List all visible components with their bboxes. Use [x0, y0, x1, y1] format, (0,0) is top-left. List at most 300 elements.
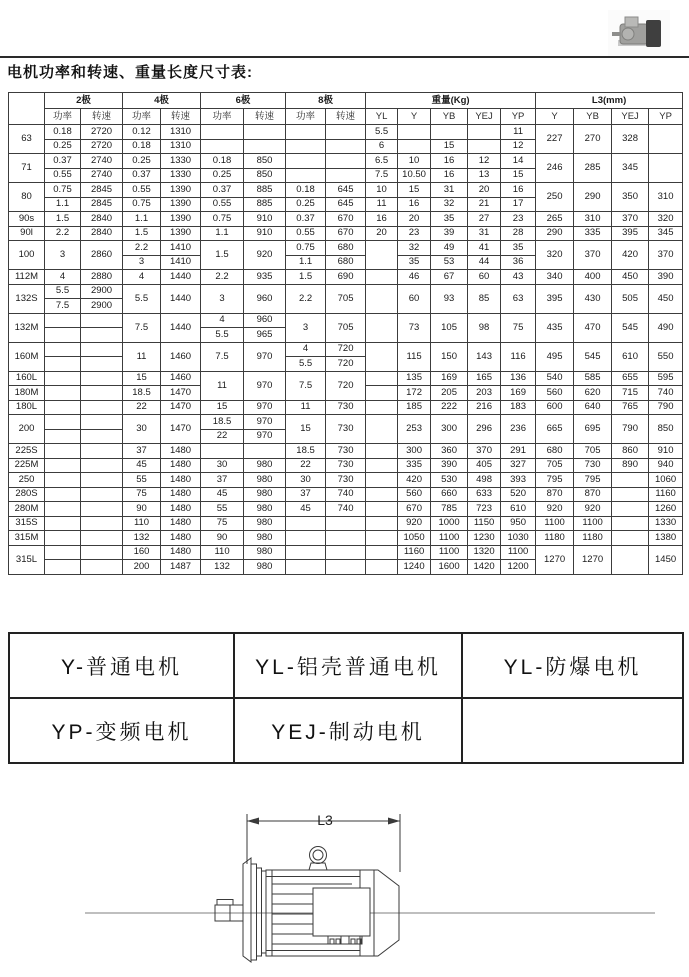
value-cell: 0.37: [201, 183, 244, 198]
terminal-box: [313, 888, 370, 936]
value-cell: [612, 516, 649, 531]
value-cell: 15: [286, 415, 326, 444]
value-cell: 1380: [649, 531, 683, 546]
value-cell: 1.1: [286, 255, 326, 270]
value-cell: 360: [431, 444, 468, 459]
value-cell: [81, 342, 123, 357]
value-cell: 35: [398, 255, 431, 270]
value-cell: 85: [468, 284, 501, 313]
value-cell: [286, 545, 326, 560]
table-row: [9, 473, 683, 488]
value-cell: 2840: [81, 212, 123, 227]
legend-cell: YL-铝壳普通电机: [234, 633, 462, 698]
value-cell: 11: [201, 371, 244, 400]
value-cell: 550: [649, 342, 683, 371]
value-cell: 645: [326, 197, 366, 212]
value-cell: 1390: [161, 197, 201, 212]
value-cell: 16: [501, 183, 536, 198]
value-cell: 36: [501, 255, 536, 270]
value-cell: 17: [501, 197, 536, 212]
legend-row: [9, 633, 683, 698]
value-cell: 885: [244, 183, 286, 198]
value-cell: [45, 400, 81, 415]
value-cell: 0.18: [201, 154, 244, 169]
value-cell: 545: [574, 342, 612, 371]
value-cell: 765: [612, 400, 649, 415]
value-cell: [286, 516, 326, 531]
value-cell: 37: [286, 487, 326, 502]
value-cell: 335: [574, 226, 612, 241]
value-cell: 910: [244, 226, 286, 241]
value-cell: 1.5: [286, 270, 326, 285]
value-cell: 795: [536, 473, 574, 488]
value-cell: 935: [244, 270, 286, 285]
value-cell: [81, 458, 123, 473]
value-cell: 132: [201, 560, 244, 575]
value-cell: 790: [649, 400, 683, 415]
legend-cell: YP-变频电机: [9, 698, 234, 763]
table-row: [9, 516, 683, 531]
value-cell: 320: [649, 212, 683, 227]
value-cell: [201, 139, 244, 154]
value-cell: 1320: [468, 545, 501, 560]
value-cell: 1050: [398, 531, 431, 546]
value-cell: [326, 516, 366, 531]
column-group-header: 2极: [45, 93, 123, 109]
value-cell: 1480: [161, 487, 201, 502]
value-cell: 4: [123, 270, 161, 285]
value-cell: [326, 545, 366, 560]
spec-table-body: [9, 125, 683, 575]
corner-cell: [9, 93, 45, 125]
value-cell: 93: [431, 284, 468, 313]
value-cell: 1470: [161, 400, 201, 415]
value-cell: 1270: [574, 545, 612, 574]
table-row: [9, 400, 683, 415]
value-cell: 222: [431, 400, 468, 415]
value-cell: 300: [398, 444, 431, 459]
value-cell: 1600: [431, 560, 468, 575]
value-cell: 885: [244, 197, 286, 212]
value-cell: 730: [326, 458, 366, 473]
value-cell: 495: [536, 342, 574, 371]
value-cell: 11: [123, 342, 161, 371]
value-cell: 1.5: [201, 241, 244, 270]
value-cell: [649, 125, 683, 154]
legend-cell: [462, 698, 683, 763]
value-cell: 0.12: [123, 125, 161, 140]
table-row: [9, 371, 683, 386]
value-cell: [326, 560, 366, 575]
value-cell: 1330: [161, 168, 201, 183]
legend-cell: Y-普通电机: [9, 633, 234, 698]
frame-size-cell: 90s: [9, 212, 45, 227]
value-cell: 740: [326, 487, 366, 502]
value-cell: [81, 429, 123, 444]
value-cell: 3: [45, 241, 81, 270]
value-cell: 1480: [161, 473, 201, 488]
value-cell: 22: [286, 458, 326, 473]
value-cell: 910: [244, 212, 286, 227]
value-cell: 1330: [649, 516, 683, 531]
value-cell: 1270: [536, 545, 574, 574]
value-cell: 16: [431, 168, 468, 183]
value-cell: 2.2: [123, 241, 161, 256]
value-cell: [244, 139, 286, 154]
value-cell: 290: [574, 183, 612, 212]
table-row: [9, 284, 683, 299]
value-cell: 980: [244, 487, 286, 502]
value-cell: 41: [468, 241, 501, 256]
value-cell: 470: [574, 313, 612, 342]
value-cell: 1180: [574, 531, 612, 546]
value-cell: [326, 168, 366, 183]
value-cell: 160: [123, 545, 161, 560]
value-cell: 390: [431, 458, 468, 473]
value-cell: 890: [612, 458, 649, 473]
value-cell: 20: [398, 212, 431, 227]
value-cell: 0.55: [201, 197, 244, 212]
value-cell: 585: [574, 371, 612, 386]
value-cell: [201, 444, 244, 459]
value-cell: 723: [468, 502, 501, 517]
value-cell: 136: [501, 371, 536, 386]
value-cell: 150: [431, 342, 468, 371]
value-cell: 300: [431, 415, 468, 444]
value-cell: 15: [398, 183, 431, 198]
value-cell: [366, 502, 398, 517]
value-cell: 1100: [431, 545, 468, 560]
value-cell: 10.50: [398, 168, 431, 183]
frame-size-cell: 180M: [9, 386, 45, 401]
value-cell: 185: [398, 400, 431, 415]
value-cell: 45: [123, 458, 161, 473]
value-cell: 498: [468, 473, 501, 488]
value-cell: 1480: [161, 545, 201, 560]
value-cell: 395: [612, 226, 649, 241]
value-cell: 5.5: [201, 328, 244, 343]
table-row: [9, 270, 683, 285]
value-cell: 6: [366, 139, 398, 154]
value-cell: 172: [398, 386, 431, 401]
value-cell: 270: [574, 125, 612, 154]
value-cell: 11: [501, 125, 536, 140]
value-cell: [612, 487, 649, 502]
value-cell: 216: [468, 400, 501, 415]
value-cell: [45, 502, 81, 517]
value-cell: 970: [244, 415, 286, 430]
value-cell: 610: [501, 502, 536, 517]
value-cell: 1420: [468, 560, 501, 575]
table-row: [9, 502, 683, 517]
value-cell: 1440: [161, 284, 201, 313]
value-cell: 420: [612, 241, 649, 270]
value-cell: 5.5: [45, 284, 81, 299]
value-cell: [45, 473, 81, 488]
value-cell: 110: [123, 516, 161, 531]
value-cell: 960: [244, 313, 286, 328]
value-cell: [286, 531, 326, 546]
value-cell: 55: [123, 473, 161, 488]
value-cell: 98: [468, 313, 501, 342]
value-cell: 1310: [161, 139, 201, 154]
value-cell: 705: [326, 284, 366, 313]
value-cell: 135: [398, 371, 431, 386]
value-cell: 296: [468, 415, 501, 444]
value-cell: 1460: [161, 342, 201, 371]
value-cell: 1260: [649, 502, 683, 517]
table-row: [9, 545, 683, 560]
table-row: [9, 342, 683, 357]
value-cell: 393: [501, 473, 536, 488]
value-cell: 0.18: [123, 139, 161, 154]
value-cell: 1410: [161, 255, 201, 270]
table-row: [9, 531, 683, 546]
value-cell: 22: [201, 429, 244, 444]
value-cell: [81, 487, 123, 502]
value-cell: 670: [326, 226, 366, 241]
value-cell: [286, 139, 326, 154]
value-cell: [45, 415, 81, 430]
column-subheader: YL: [366, 109, 398, 125]
value-cell: 7.5: [123, 313, 161, 342]
value-cell: 16: [398, 197, 431, 212]
value-cell: 16: [366, 212, 398, 227]
value-cell: [201, 125, 244, 140]
value-cell: [45, 560, 81, 575]
frame-size-cell: 90l: [9, 226, 45, 241]
table-row: [9, 487, 683, 502]
value-cell: 23: [398, 226, 431, 241]
value-cell: 940: [649, 458, 683, 473]
value-cell: 530: [431, 473, 468, 488]
frame-size-cell: 315L: [9, 545, 45, 574]
value-cell: 980: [244, 516, 286, 531]
eyebolt-icon: [310, 847, 327, 864]
value-cell: 1.1: [123, 212, 161, 227]
value-cell: 320: [536, 241, 574, 270]
value-cell: 169: [431, 371, 468, 386]
value-cell: 970: [244, 429, 286, 444]
value-cell: [286, 125, 326, 140]
value-cell: 32: [398, 241, 431, 256]
value-cell: 545: [612, 313, 649, 342]
value-cell: 850: [244, 154, 286, 169]
frame-size-cell: 180L: [9, 400, 45, 415]
value-cell: 45: [201, 487, 244, 502]
value-cell: 600: [536, 400, 574, 415]
value-cell: 1.5: [123, 226, 161, 241]
value-cell: 49: [431, 241, 468, 256]
frame-size-cell: 200: [9, 415, 45, 444]
value-cell: 490: [649, 313, 683, 342]
value-cell: [612, 545, 649, 574]
value-cell: 715: [612, 386, 649, 401]
value-cell: [286, 168, 326, 183]
value-cell: [81, 386, 123, 401]
value-cell: 12: [468, 154, 501, 169]
table-row: [9, 183, 683, 198]
value-cell: 37: [201, 473, 244, 488]
value-cell: 22: [123, 400, 161, 415]
value-cell: 655: [612, 371, 649, 386]
value-cell: 1.1: [201, 226, 244, 241]
column-subheader: YP: [649, 109, 683, 125]
value-cell: 970: [244, 342, 286, 371]
value-cell: 30: [201, 458, 244, 473]
value-cell: 435: [536, 313, 574, 342]
value-cell: 705: [326, 313, 366, 342]
value-cell: 53: [431, 255, 468, 270]
value-cell: 23: [501, 212, 536, 227]
value-cell: 920: [398, 516, 431, 531]
value-cell: 45: [286, 502, 326, 517]
value-cell: 335: [398, 458, 431, 473]
value-cell: 740: [649, 386, 683, 401]
value-cell: [468, 139, 501, 154]
frame-size-cell: 100: [9, 241, 45, 270]
value-cell: 183: [501, 400, 536, 415]
value-cell: 0.25: [286, 197, 326, 212]
value-cell: 395: [536, 284, 574, 313]
value-cell: 3: [286, 313, 326, 342]
value-cell: [649, 154, 683, 183]
column-subheader: YP: [501, 109, 536, 125]
frame-size-cell: 280M: [9, 502, 45, 517]
value-cell: 870: [536, 487, 574, 502]
value-cell: 980: [244, 531, 286, 546]
column-subheader: 功率: [45, 109, 81, 125]
value-cell: 7.5: [286, 371, 326, 400]
frame-size-cell: 280S: [9, 487, 45, 502]
value-cell: 345: [649, 226, 683, 241]
frame-size-cell: 63: [9, 125, 45, 154]
value-cell: 3: [201, 284, 244, 313]
value-cell: 310: [649, 183, 683, 212]
value-cell: 310: [574, 212, 612, 227]
value-cell: [366, 284, 398, 313]
value-cell: 7.5: [201, 342, 244, 371]
table-row: [9, 313, 683, 328]
value-cell: 960: [244, 284, 286, 313]
value-cell: [81, 502, 123, 517]
value-cell: 0.55: [286, 226, 326, 241]
table-row: [9, 125, 683, 140]
value-cell: 90: [201, 531, 244, 546]
value-cell: 560: [398, 487, 431, 502]
value-cell: 350: [612, 183, 649, 212]
value-cell: 0.75: [45, 183, 81, 198]
value-cell: [45, 371, 81, 386]
value-cell: 39: [431, 226, 468, 241]
value-cell: 1180: [536, 531, 574, 546]
value-cell: [244, 444, 286, 459]
value-cell: 290: [536, 226, 574, 241]
value-cell: 75: [501, 313, 536, 342]
value-cell: [612, 531, 649, 546]
column-subheader: YEJ: [468, 109, 501, 125]
value-cell: [612, 473, 649, 488]
value-cell: 7.5: [45, 299, 81, 314]
value-cell: [81, 415, 123, 430]
value-cell: 860: [612, 444, 649, 459]
legend-table-body: [9, 633, 683, 763]
value-cell: 265: [536, 212, 574, 227]
value-cell: 250: [536, 183, 574, 212]
value-cell: [366, 516, 398, 531]
value-cell: 10: [366, 183, 398, 198]
value-cell: 505: [612, 284, 649, 313]
value-cell: 560: [536, 386, 574, 401]
value-cell: 1480: [161, 458, 201, 473]
value-cell: 640: [574, 400, 612, 415]
value-cell: 0.25: [201, 168, 244, 183]
value-cell: [431, 125, 468, 140]
value-cell: 1487: [161, 560, 201, 575]
value-cell: 920: [536, 502, 574, 517]
value-cell: 660: [431, 487, 468, 502]
value-cell: 2845: [81, 197, 123, 212]
value-cell: 110: [201, 545, 244, 560]
value-cell: 1470: [161, 386, 201, 401]
value-cell: [366, 487, 398, 502]
value-cell: [326, 154, 366, 169]
value-cell: 730: [574, 458, 612, 473]
value-cell: 90: [123, 502, 161, 517]
value-cell: [45, 328, 81, 343]
value-cell: [45, 444, 81, 459]
value-cell: 370: [574, 241, 612, 270]
value-cell: 690: [326, 270, 366, 285]
value-cell: 1440: [161, 270, 201, 285]
value-cell: 236: [501, 415, 536, 444]
value-cell: 30: [123, 415, 161, 444]
table-row: [9, 241, 683, 256]
value-cell: 328: [612, 125, 649, 154]
value-cell: 910: [649, 444, 683, 459]
value-cell: [45, 458, 81, 473]
value-cell: [366, 342, 398, 371]
table-row: [9, 415, 683, 430]
column-group-header: 4极: [123, 93, 201, 109]
value-cell: 1450: [649, 545, 683, 574]
value-cell: 1.1: [45, 197, 81, 212]
table-row: [9, 226, 683, 241]
value-cell: 670: [326, 212, 366, 227]
value-cell: 44: [468, 255, 501, 270]
column-group-header: 6极: [201, 93, 286, 109]
value-cell: 2880: [81, 270, 123, 285]
motor-photo: [608, 10, 670, 56]
value-cell: 970: [244, 400, 286, 415]
frame-size-cell: 160L: [9, 371, 45, 386]
value-cell: 11: [286, 400, 326, 415]
value-cell: 420: [398, 473, 431, 488]
value-cell: 680: [536, 444, 574, 459]
value-cell: 2720: [81, 125, 123, 140]
value-cell: 1160: [649, 487, 683, 502]
value-cell: [81, 328, 123, 343]
value-cell: 43: [501, 270, 536, 285]
table-row: [9, 212, 683, 227]
value-cell: 450: [649, 284, 683, 313]
column-group-header: L3(mm): [536, 93, 683, 109]
value-cell: 205: [431, 386, 468, 401]
value-cell: [366, 371, 398, 386]
value-cell: 15: [431, 139, 468, 154]
value-cell: 980: [244, 560, 286, 575]
frame-size-cell: 80: [9, 183, 45, 212]
